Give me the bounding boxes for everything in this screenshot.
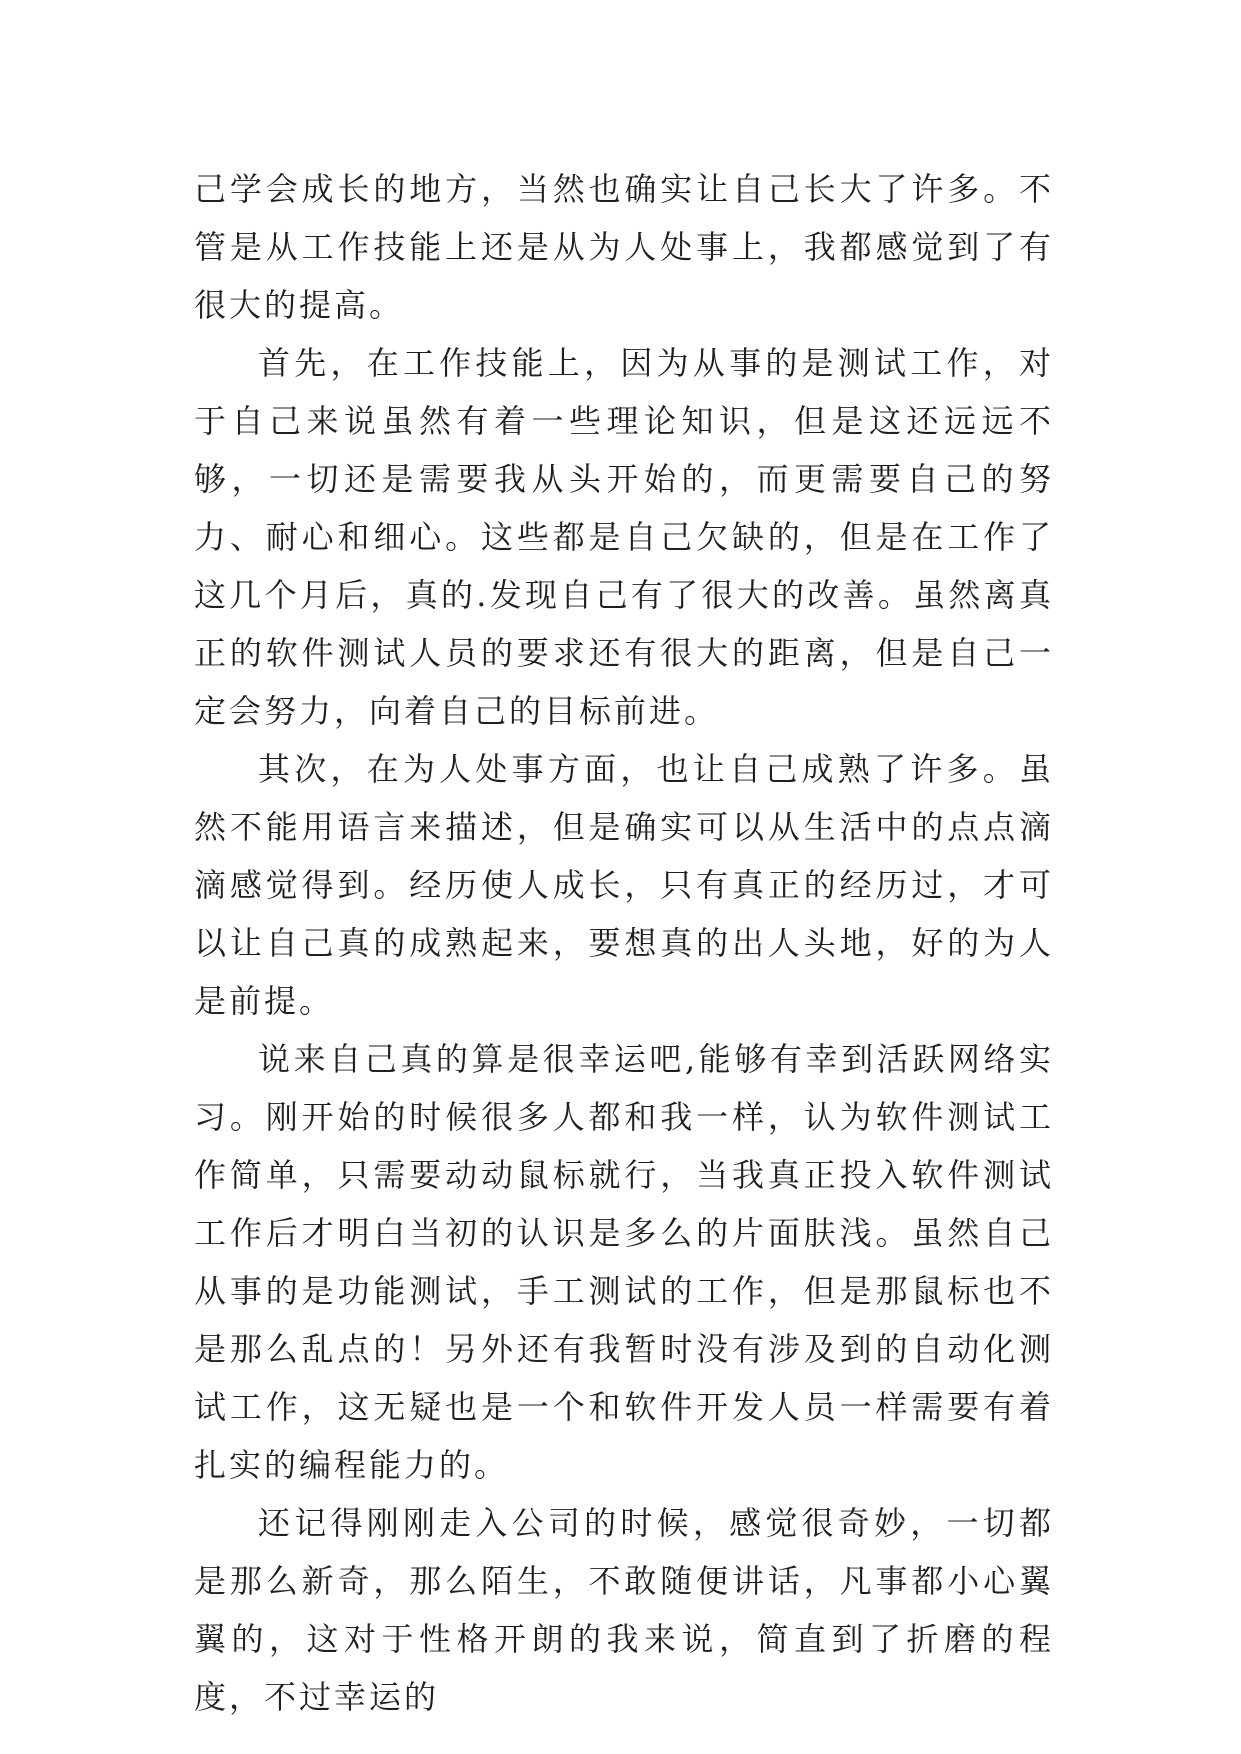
- paragraph-1: 己学会成长的地方，当然也确实让自己长大了许多。不管是从工作技能上还是从为人处事上，我都感觉到了有很大的提高。: [194, 170, 1054, 324]
- paragraph-5: 还记得刚刚走入公司的时候，感觉很奇妙，一切都是那么新奇，那么陌生，不敢随便讲话，凡事都小心翼翼的，这对于性格开朗的我来说，简直到了折磨的程度，不过幸运的: [194, 1504, 1054, 1716]
- paragraph-4: 说来自己真的算是很幸运吧,能够有幸到活跃网络实习。刚开始的时候很多人都和我一样，认为软件测试工作简单，只需要动动鼠标就行，当我真正投入软件测试工作后才明白当初的认识是多么的片面肤浅。虽然自己从事的是功能测试，手工测试的工作，但是那鼠标也不是那么乱点的！另外还有我暂时没有涉及到的自动化测试工作，这无疑也是一个和软件开发人员一样需要有着扎实的编程能力的。: [194, 1040, 1054, 1484]
- paragraph-3: 其次，在为人处事方面，也让自己成熟了许多。虽然不能用语言来描述，但是确实可以从生活中的点点滴滴感觉得到。经历使人成长，只有真正的经历过，才可以让自己真的成熟起来，要想真的出人头地，好的为人是前提。: [194, 750, 1054, 1020]
- document-body: [194, 160, 1054, 1726]
- paragraph-2: 首先，在工作技能上，因为从事的是测试工作，对于自己来说虽然有着一些理论知识，但是这还远远不够，一切还是需要我从头开始的，而更需要自己的努力、耐心和细心。这些都是自己欠缺的，但是在工作了这几个月后，真的.发现自己有了很大的改善。虽然离真正的软件测试人员的要求还有很大的距离，但是自己一定会努力，向着自己的目标前进。: [194, 344, 1054, 730]
